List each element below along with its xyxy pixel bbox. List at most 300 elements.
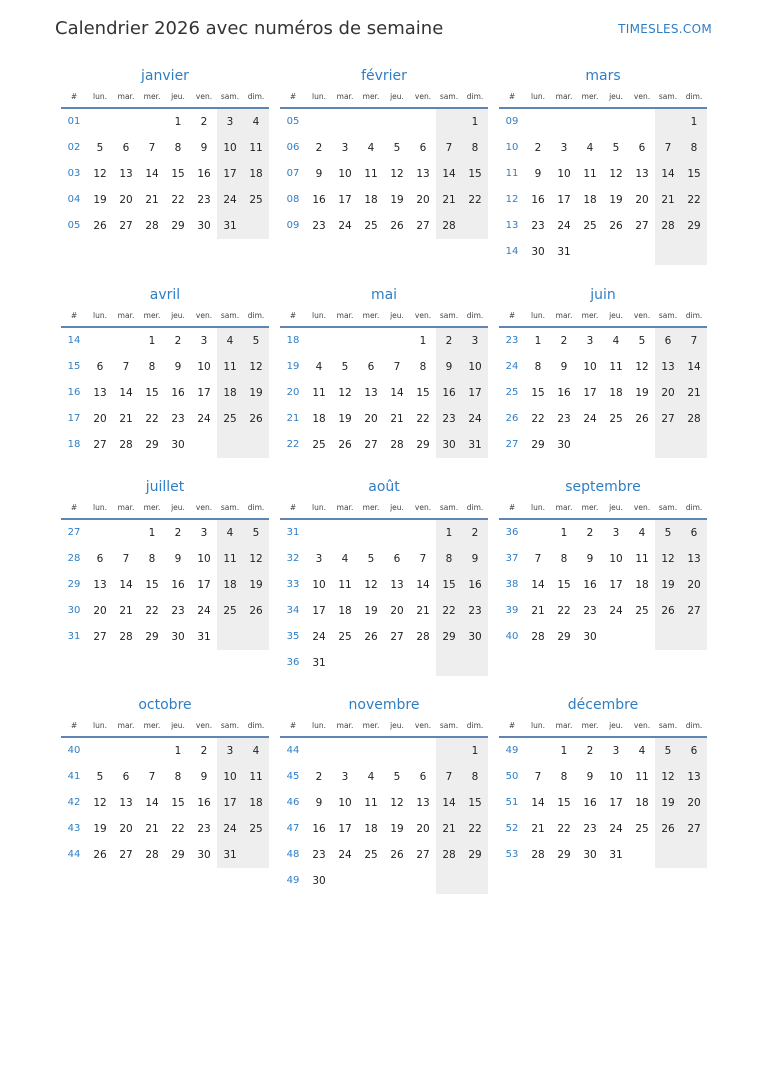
week-number: 49 bbox=[286, 875, 300, 886]
month-name: novembre bbox=[348, 697, 420, 713]
day-cell bbox=[358, 738, 384, 764]
day-cell: 24 bbox=[338, 220, 352, 232]
weekend-day-cell: 1 bbox=[681, 109, 707, 135]
weekday-header: mar. bbox=[336, 92, 354, 101]
day-cell: 8 bbox=[419, 361, 427, 373]
weekday-header: dim. bbox=[247, 721, 265, 730]
week-row bbox=[499, 213, 707, 239]
week-row bbox=[499, 738, 707, 764]
day-cell: 8 bbox=[534, 361, 542, 373]
weekend-day-cell: 31 bbox=[217, 213, 243, 239]
weekday-header: jeu. bbox=[390, 311, 404, 320]
day-cell: 17 bbox=[583, 387, 597, 399]
day-cell: 13 bbox=[93, 387, 107, 399]
weekend-day-cell: 14 bbox=[681, 354, 707, 380]
day-cell: 19 bbox=[390, 823, 404, 835]
day-cell: 1 bbox=[148, 527, 156, 539]
day-cell: 16 bbox=[583, 579, 597, 591]
month-block bbox=[61, 473, 269, 650]
day-cell: 24 bbox=[197, 413, 211, 425]
day-cell: 6 bbox=[122, 142, 130, 154]
day-cell: 21 bbox=[531, 823, 545, 835]
day-cell: 27 bbox=[119, 849, 133, 861]
day-cell: 29 bbox=[171, 220, 185, 232]
weekday-header: dim. bbox=[685, 503, 703, 512]
day-cell: 30 bbox=[312, 875, 326, 887]
day-cell: 21 bbox=[390, 413, 404, 425]
day-cell: 27 bbox=[416, 849, 430, 861]
day-cell: 9 bbox=[200, 142, 208, 154]
week-row bbox=[499, 380, 707, 406]
week-number: 42 bbox=[67, 797, 81, 808]
day-cell: 25 bbox=[583, 220, 597, 232]
day-cell bbox=[577, 239, 603, 265]
day-cell: 6 bbox=[419, 142, 427, 154]
day-cell: 1 bbox=[419, 335, 427, 347]
week-number-header: # bbox=[289, 311, 297, 320]
weekday-header: jeu. bbox=[609, 311, 623, 320]
week-number: 11 bbox=[505, 168, 519, 179]
day-cell: 25 bbox=[635, 605, 649, 617]
week-row bbox=[280, 354, 488, 380]
day-cell: 18 bbox=[635, 579, 649, 591]
month-name: février bbox=[361, 68, 407, 84]
day-cell: 29 bbox=[531, 439, 545, 451]
day-cell: 10 bbox=[609, 553, 623, 565]
weekend-day-cell: 8 bbox=[436, 546, 462, 572]
weekday-header: mer. bbox=[362, 721, 380, 730]
week-number-header: # bbox=[70, 503, 78, 512]
week-number: 32 bbox=[286, 553, 300, 564]
day-cell: 25 bbox=[338, 631, 352, 643]
day-cell bbox=[384, 109, 410, 135]
day-cell: 17 bbox=[197, 387, 211, 399]
day-cell bbox=[306, 738, 332, 764]
weekday-header: dim. bbox=[247, 311, 265, 320]
day-cell bbox=[306, 520, 332, 546]
week-number: 47 bbox=[286, 823, 300, 834]
day-cell: 28 bbox=[145, 220, 159, 232]
weekday-header-row bbox=[61, 87, 269, 109]
day-cell: 11 bbox=[312, 387, 326, 399]
week-number: 49 bbox=[505, 745, 519, 756]
week-number: 04 bbox=[67, 194, 81, 205]
day-cell: 2 bbox=[200, 745, 208, 757]
weekday-header: sam. bbox=[658, 721, 678, 730]
day-cell: 1 bbox=[560, 527, 568, 539]
day-cell: 14 bbox=[390, 387, 404, 399]
day-cell: 23 bbox=[197, 823, 211, 835]
month-block bbox=[499, 62, 707, 265]
week-row bbox=[280, 187, 488, 213]
day-cell: 21 bbox=[145, 823, 159, 835]
day-cell: 7 bbox=[122, 553, 130, 565]
day-cell: 13 bbox=[364, 387, 378, 399]
weekday-header: ven. bbox=[414, 721, 432, 730]
day-cell bbox=[577, 109, 603, 135]
week-row bbox=[499, 328, 707, 354]
week-number: 09 bbox=[505, 116, 519, 127]
weekend-day-cell: 14 bbox=[436, 161, 462, 187]
week-row bbox=[280, 328, 488, 354]
day-cell: 23 bbox=[312, 220, 326, 232]
day-cell: 25 bbox=[364, 849, 378, 861]
week-number: 17 bbox=[67, 413, 81, 424]
weekday-header: ven. bbox=[414, 92, 432, 101]
day-cell: 29 bbox=[416, 439, 430, 451]
day-cell: 23 bbox=[197, 194, 211, 206]
weekday-header: dim. bbox=[685, 311, 703, 320]
weekend-day-cell: 6 bbox=[681, 738, 707, 764]
weekday-header: mar. bbox=[336, 503, 354, 512]
day-cell: 8 bbox=[174, 142, 182, 154]
weekday-header: lun. bbox=[531, 311, 545, 320]
weekend-day-cell: 4 bbox=[217, 328, 243, 354]
weekend-day-cell bbox=[217, 432, 243, 458]
day-cell: 17 bbox=[609, 579, 623, 591]
day-cell: 23 bbox=[557, 413, 571, 425]
weekend-day-cell: 31 bbox=[462, 432, 488, 458]
weekend-day-cell bbox=[681, 624, 707, 650]
day-cell: 19 bbox=[364, 605, 378, 617]
weekend-day-cell: 13 bbox=[681, 764, 707, 790]
day-cell: 18 bbox=[364, 194, 378, 206]
day-cell: 9 bbox=[560, 361, 568, 373]
weekend-day-cell: 28 bbox=[681, 406, 707, 432]
week-row bbox=[280, 520, 488, 546]
week-row bbox=[499, 187, 707, 213]
weekday-header: mer. bbox=[362, 92, 380, 101]
week-number-header: # bbox=[289, 503, 297, 512]
day-cell: 19 bbox=[609, 194, 623, 206]
day-cell: 17 bbox=[197, 579, 211, 591]
week-row bbox=[499, 239, 707, 265]
weekend-day-cell: 22 bbox=[681, 187, 707, 213]
week-row bbox=[61, 109, 269, 135]
day-cell: 25 bbox=[609, 413, 623, 425]
day-cell bbox=[629, 624, 655, 650]
day-cell: 6 bbox=[96, 553, 104, 565]
week-number-header: # bbox=[289, 721, 297, 730]
weekend-day-cell: 4 bbox=[243, 109, 269, 135]
day-cell: 19 bbox=[338, 413, 352, 425]
weekend-day-cell: 11 bbox=[217, 354, 243, 380]
weekend-day-cell: 26 bbox=[243, 406, 269, 432]
week-number: 48 bbox=[286, 849, 300, 860]
weekend-day-cell: 23 bbox=[462, 598, 488, 624]
day-cell bbox=[113, 328, 139, 354]
day-cell: 6 bbox=[419, 771, 427, 783]
day-cell: 22 bbox=[171, 823, 185, 835]
day-cell: 27 bbox=[119, 220, 133, 232]
site-link[interactable]: TIMESLES.COM bbox=[618, 22, 712, 36]
weekend-day-cell bbox=[243, 213, 269, 239]
day-cell: 25 bbox=[635, 823, 649, 835]
weekend-day-cell: 6 bbox=[681, 520, 707, 546]
week-number: 31 bbox=[286, 527, 300, 538]
week-number: 30 bbox=[67, 605, 81, 616]
weekend-day-cell: 20 bbox=[655, 380, 681, 406]
day-cell: 15 bbox=[557, 797, 571, 809]
day-cell: 14 bbox=[119, 579, 133, 591]
day-cell: 20 bbox=[416, 194, 430, 206]
day-cell bbox=[384, 520, 410, 546]
month-name: avril bbox=[149, 287, 181, 303]
day-cell: 16 bbox=[197, 797, 211, 809]
week-row bbox=[61, 432, 269, 458]
weekend-day-cell: 25 bbox=[243, 816, 269, 842]
day-cell: 17 bbox=[312, 605, 326, 617]
week-number: 27 bbox=[67, 527, 81, 538]
weekday-header: mer. bbox=[143, 503, 161, 512]
week-number: 27 bbox=[505, 439, 519, 450]
day-cell: 12 bbox=[609, 168, 623, 180]
day-cell: 7 bbox=[534, 771, 542, 783]
weekday-header: mar. bbox=[555, 503, 573, 512]
weekday-header-row bbox=[280, 306, 488, 328]
weekend-day-cell: 29 bbox=[462, 842, 488, 868]
week-row bbox=[280, 598, 488, 624]
day-cell: 15 bbox=[531, 387, 545, 399]
day-cell: 26 bbox=[390, 220, 404, 232]
weekend-day-cell: 12 bbox=[655, 764, 681, 790]
day-cell: 3 bbox=[200, 335, 208, 347]
week-row bbox=[61, 816, 269, 842]
day-cell bbox=[603, 624, 629, 650]
week-number: 15 bbox=[67, 361, 81, 372]
week-number: 22 bbox=[286, 439, 300, 450]
day-cell: 2 bbox=[315, 771, 323, 783]
week-row bbox=[61, 187, 269, 213]
day-cell: 14 bbox=[145, 797, 159, 809]
day-cell: 28 bbox=[531, 631, 545, 643]
day-cell: 30 bbox=[171, 631, 185, 643]
week-row bbox=[280, 135, 488, 161]
day-cell: 9 bbox=[315, 797, 323, 809]
weekend-day-cell: 10 bbox=[462, 354, 488, 380]
month-name: août bbox=[368, 479, 400, 495]
weekend-day-cell: 24 bbox=[217, 816, 243, 842]
weekend-day-cell: 21 bbox=[681, 380, 707, 406]
weekday-header-row bbox=[280, 498, 488, 520]
week-row bbox=[499, 842, 707, 868]
weekend-day-cell bbox=[436, 868, 462, 894]
weekend-day-cell: 15 bbox=[462, 790, 488, 816]
week-row bbox=[499, 354, 707, 380]
day-cell: 12 bbox=[364, 579, 378, 591]
week-number: 14 bbox=[505, 246, 519, 257]
day-cell: 8 bbox=[148, 553, 156, 565]
day-cell: 27 bbox=[93, 439, 107, 451]
week-number: 25 bbox=[505, 387, 519, 398]
weekend-day-cell: 2 bbox=[436, 328, 462, 354]
weekend-day-cell: 13 bbox=[655, 354, 681, 380]
weekend-day-cell: 24 bbox=[217, 187, 243, 213]
week-number: 10 bbox=[505, 142, 519, 153]
month-block bbox=[499, 281, 707, 458]
day-cell bbox=[384, 738, 410, 764]
day-cell bbox=[603, 432, 629, 458]
day-cell: 7 bbox=[148, 142, 156, 154]
day-cell: 26 bbox=[390, 849, 404, 861]
day-cell: 2 bbox=[560, 335, 568, 347]
day-cell: 31 bbox=[609, 849, 623, 861]
day-cell: 4 bbox=[315, 361, 323, 373]
day-cell: 18 bbox=[338, 605, 352, 617]
weekday-header: mar. bbox=[117, 311, 135, 320]
week-number: 50 bbox=[505, 771, 519, 782]
weekend-day-cell: 7 bbox=[681, 328, 707, 354]
weekend-day-cell: 28 bbox=[436, 842, 462, 868]
weekend-day-cell bbox=[462, 868, 488, 894]
weekend-day-cell: 22 bbox=[462, 816, 488, 842]
day-cell: 20 bbox=[364, 413, 378, 425]
day-cell bbox=[410, 520, 436, 546]
week-number: 34 bbox=[286, 605, 300, 616]
weekend-day-cell: 2 bbox=[462, 520, 488, 546]
weekend-day-cell: 14 bbox=[436, 790, 462, 816]
week-number: 36 bbox=[286, 657, 300, 668]
week-row bbox=[499, 816, 707, 842]
day-cell: 9 bbox=[174, 361, 182, 373]
day-cell: 2 bbox=[586, 527, 594, 539]
month-block bbox=[280, 281, 488, 458]
week-number: 01 bbox=[67, 116, 81, 127]
day-cell bbox=[384, 328, 410, 354]
day-cell bbox=[629, 432, 655, 458]
day-cell: 9 bbox=[200, 771, 208, 783]
week-number: 40 bbox=[67, 745, 81, 756]
weekend-day-cell: 26 bbox=[243, 598, 269, 624]
day-cell: 18 bbox=[312, 413, 326, 425]
weekday-header-row bbox=[499, 87, 707, 109]
week-number: 19 bbox=[286, 361, 300, 372]
weekend-day-cell: 1 bbox=[436, 520, 462, 546]
weekday-header: mar. bbox=[117, 92, 135, 101]
day-cell bbox=[87, 520, 113, 546]
day-cell: 23 bbox=[583, 605, 597, 617]
week-number-header: # bbox=[508, 92, 516, 101]
weekday-header: dim. bbox=[247, 92, 265, 101]
day-cell: 14 bbox=[119, 387, 133, 399]
day-cell: 10 bbox=[338, 168, 352, 180]
day-cell: 20 bbox=[390, 605, 404, 617]
weekday-header: sam. bbox=[658, 92, 678, 101]
weekend-day-cell: 22 bbox=[462, 187, 488, 213]
week-row bbox=[61, 380, 269, 406]
weekday-header: sam. bbox=[220, 721, 240, 730]
day-cell: 13 bbox=[119, 168, 133, 180]
weekday-header: lun. bbox=[531, 92, 545, 101]
weekend-day-cell: 19 bbox=[655, 790, 681, 816]
week-row bbox=[499, 109, 707, 135]
weekend-day-cell: 5 bbox=[655, 738, 681, 764]
weekend-day-cell: 17 bbox=[217, 790, 243, 816]
day-cell bbox=[139, 109, 165, 135]
day-cell: 22 bbox=[171, 194, 185, 206]
week-row bbox=[280, 764, 488, 790]
week-number: 29 bbox=[67, 579, 81, 590]
day-cell: 9 bbox=[586, 771, 594, 783]
day-cell: 30 bbox=[197, 849, 211, 861]
day-cell: 3 bbox=[341, 142, 349, 154]
day-cell: 7 bbox=[393, 361, 401, 373]
weekend-day-cell: 25 bbox=[243, 187, 269, 213]
weekend-day-cell: 13 bbox=[681, 546, 707, 572]
week-number: 40 bbox=[505, 631, 519, 642]
week-row bbox=[280, 572, 488, 598]
weekend-day-cell: 28 bbox=[655, 213, 681, 239]
day-cell: 22 bbox=[557, 605, 571, 617]
day-cell bbox=[629, 239, 655, 265]
day-cell: 18 bbox=[583, 194, 597, 206]
day-cell: 24 bbox=[197, 605, 211, 617]
week-row bbox=[61, 572, 269, 598]
week-number: 02 bbox=[67, 142, 81, 153]
week-number: 07 bbox=[286, 168, 300, 179]
week-row bbox=[61, 406, 269, 432]
week-number: 43 bbox=[67, 823, 81, 834]
weekday-header: lun. bbox=[312, 311, 326, 320]
weekend-day-cell: 4 bbox=[243, 738, 269, 764]
week-number-header: # bbox=[508, 311, 516, 320]
weekday-header: mer. bbox=[581, 721, 599, 730]
day-cell: 21 bbox=[531, 605, 545, 617]
day-cell: 12 bbox=[635, 361, 649, 373]
day-cell: 16 bbox=[312, 194, 326, 206]
day-cell: 5 bbox=[341, 361, 349, 373]
week-number-header: # bbox=[70, 721, 78, 730]
week-row bbox=[61, 546, 269, 572]
weekday-header-row bbox=[61, 306, 269, 328]
weekday-header-row bbox=[280, 87, 488, 109]
week-number: 52 bbox=[505, 823, 519, 834]
weekend-day-cell: 12 bbox=[243, 546, 269, 572]
weekend-day-cell bbox=[655, 842, 681, 868]
weekend-day-cell bbox=[655, 109, 681, 135]
day-cell: 2 bbox=[174, 527, 182, 539]
day-cell bbox=[551, 109, 577, 135]
weekday-header: sam. bbox=[658, 311, 678, 320]
day-cell: 5 bbox=[612, 142, 620, 154]
day-cell: 19 bbox=[93, 194, 107, 206]
day-cell bbox=[332, 328, 358, 354]
weekday-header: ven. bbox=[414, 311, 432, 320]
day-cell: 8 bbox=[560, 771, 568, 783]
day-cell: 21 bbox=[119, 413, 133, 425]
day-cell: 20 bbox=[119, 823, 133, 835]
day-cell: 27 bbox=[390, 631, 404, 643]
weekday-header: mar. bbox=[336, 721, 354, 730]
weekend-day-cell: 29 bbox=[681, 213, 707, 239]
day-cell: 15 bbox=[171, 168, 185, 180]
week-row bbox=[61, 624, 269, 650]
week-row bbox=[499, 624, 707, 650]
weekend-day-cell: 15 bbox=[462, 161, 488, 187]
month-block bbox=[280, 691, 488, 894]
day-cell: 3 bbox=[612, 745, 620, 757]
day-cell: 27 bbox=[635, 220, 649, 232]
day-cell: 31 bbox=[197, 631, 211, 643]
week-number: 35 bbox=[286, 631, 300, 642]
day-cell: 14 bbox=[531, 579, 545, 591]
day-cell bbox=[358, 868, 384, 894]
day-cell: 6 bbox=[96, 361, 104, 373]
day-cell: 1 bbox=[174, 116, 182, 128]
week-number: 44 bbox=[286, 745, 300, 756]
day-cell bbox=[410, 650, 436, 676]
week-number: 45 bbox=[286, 771, 300, 782]
